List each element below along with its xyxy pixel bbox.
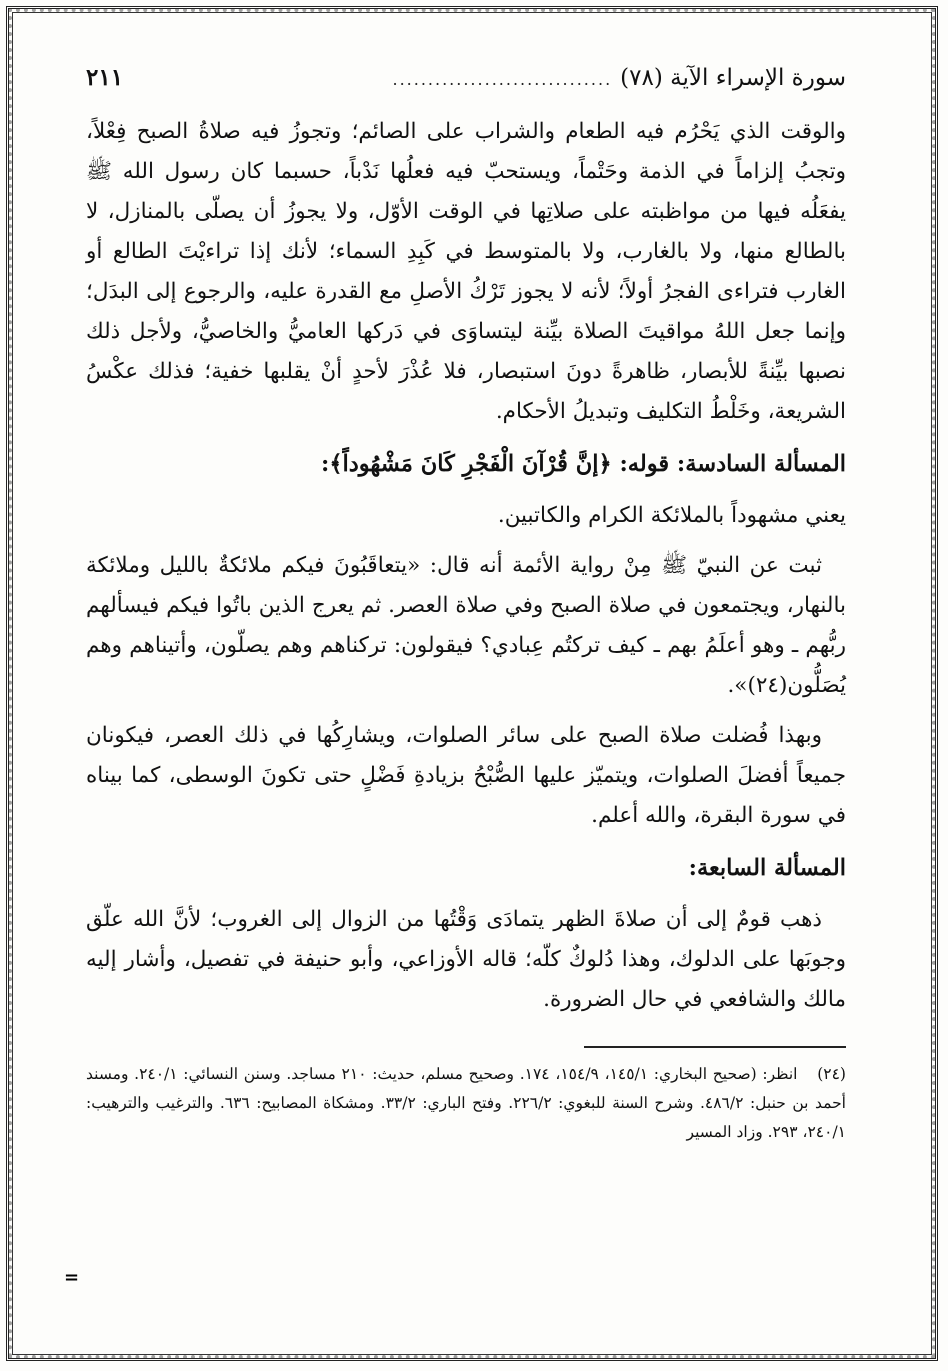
paragraph-3: ثبت عن النبيّ ﷺ مِنْ رواية الأئمة أنه قال: «يتعاقَبُونَ فيكم ملائكةٌ بالليل وملائكة بالنهار، ويجتمعون في صلاة الصبح وفي صلاة العصر. ثم يعرج الذين باتُوا فيكم فيسألهم ربُّهم ـ وهو أعلَمُ بهم ـ كيف تركتُم عِبادي؟ فيقولون: تركناهم وهم يصلّون، وأتيناهم وهم يُصَلُّون(٢٤)».: [86, 553, 846, 698]
running-header: [86, 64, 846, 100]
paragraph-4: وبهذا فُضلت صلاة الصبح على سائر الصلوات، ويشارِكُها في ذلك العصر، فيكونان جميعاً أفضلَ الصلوات، ويتميّز عليها الصُّبْحُ بزيادةِ فَضْلٍ حتى تكونَ الوسطى، كما بيناه في سورة البقرة، والله أعلم.: [86, 723, 846, 828]
footnote-24: [86, 1060, 846, 1147]
footnote-text: انظر: (صحيح البخاري: ١٤٥/١، ١٥٤/٩، ١٧٤. وصحيح مسلم، حديث: ٢١٠ مساجد. وسنن النسائي: ٢٤٠/١. ومسند أحمد بن حنبل: ٤٨٦/٢. وشرح السنة للبغوي: ٢٢٦/٢. وفتح الباري: ٣٣/٢. ومشكاة المصابيح: ٦٣٦. والترغيب والترهيب: ٢٤٠/١، ٢٩٣. وزاد المسير: [86, 1065, 846, 1141]
header-title: سورة الإسراء الآية (٧٨): [620, 65, 846, 91]
continuation-mark: =: [64, 1267, 80, 1288]
paragraph-1: والوقت الذي يَحْرُم فيه الطعام والشراب على الصائم؛ وتجوزُ فيه صلاةُ الصبح فِعْلاً، وتجبُ إلزاماً في الذمة وحَتْماً، ويستحبّ فيه فعلُها نَدْباً، حسبما كان رسول الله ﷺ يفعَلُه فيها من مواظبته على صلاتِها في الوقت الأوّل، ولا يجوزُ أن يصلّى بالمنازل، لا بالطالع منها، ولا بالغارب، ولا بالمتوسط في كَبِدِ السماء؛ لأنك إذا تراءيْتَ الطالع أو الغارب فتراءى الفجرُ أولاً؛ لأنه لا يجوز تَرْكُ الأصلِ مع القدرة عليه، والرجوع إلى البدَل؛ وإنما جعل اللهُ مواقيتَ الصلاة بيِّنة ليتساوَى في دَركها العاميُّ والخاصيُّ، ولأجل ذلك نصبها بيِّنةً للأبصار، ظاهرةً دونَ استبصار، فلا عُذْرَ لأحدٍ أنْ يقلبها خفية؛ فذلك عكْسُ الشريعة، وخَلْطُ التكليف وتبديلُ الأحكام.: [86, 119, 846, 424]
paragraph-5: ذهب قومٌ إلى أن صلاةَ الظهر يتمادَى وَقْتُها من الزوال إلى الغروب؛ لأنَّ الله علّق وجوبَها على الدلوك، وهذا دُلوكٌ كلّه؛ قاله الأوزاعي، وأبو حنيفة في تفصيل، وأشار إليه مالك والشافعي في حال الضرورة.: [86, 907, 846, 1012]
header-dots: ...............................: [392, 70, 613, 89]
paragraph-2: يعني مشهوداً بالملائكة الكرام والكاتبين.: [497, 503, 846, 528]
heading-issue-7: المسألة السابعة:: [688, 855, 846, 881]
heading-issue-6: المسألة السادسة: قوله: ﴿إنَّ قُرْآنَ الْفَجْرِ كَانَ مَشْهُوداً﴾:: [321, 451, 846, 477]
page-number: ٢١١: [86, 64, 124, 91]
page-content: [86, 64, 846, 1147]
footnote-number: (٢٤): [817, 1065, 846, 1083]
footnote-separator: [584, 1046, 846, 1048]
